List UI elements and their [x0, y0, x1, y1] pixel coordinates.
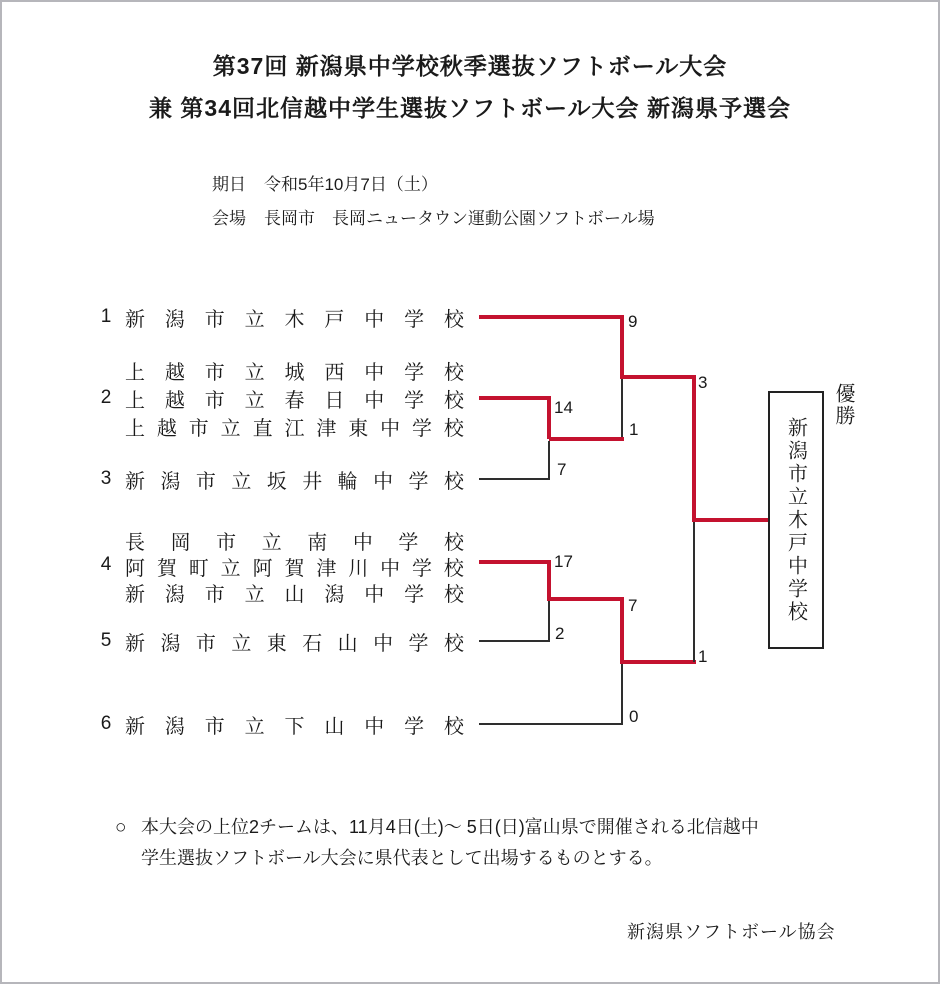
line-team5 [479, 640, 550, 642]
seed-number-5: 5 [100, 630, 112, 651]
team-name: 新 潟 市 立 東 石 山 中 学 校 [125, 632, 464, 655]
bracket-entry-5 [125, 628, 464, 654]
venue-label: 会場 [212, 209, 246, 228]
line-team3 [479, 478, 550, 480]
line-semifinal-upper-vertical-loser [621, 379, 623, 441]
line-final-vertical-winner [692, 375, 696, 522]
team-name: 上 越 市 立 直 江 津 東 中 学 校 [125, 417, 464, 440]
bracket-entry-3 [125, 466, 464, 492]
team-name: 長 岡 市 立 南 中 学 校 [125, 531, 464, 554]
team-name: 阿 賀 町 立 阿 賀 津 川 中 学 校 [125, 557, 464, 580]
bracket-entry-4 [125, 527, 464, 605]
score-final-top: 3 [698, 373, 708, 392]
line-semifinal-lower-vertical-loser [621, 664, 623, 723]
line-firstround-upper-exit-winner [549, 437, 624, 441]
seed-number-6: 6 [100, 713, 112, 734]
team-name: 新 潟 市 立 坂 井 輪 中 学 校 [125, 470, 464, 493]
champion-label: 優勝 [832, 383, 854, 427]
line-champion-exit-winner [694, 518, 768, 522]
event-venue-line [212, 204, 655, 229]
score-firstround-upper-top: 14 [554, 398, 573, 417]
bracket-entry-2 [125, 356, 464, 440]
seed-number-2: 2 [100, 387, 112, 408]
note-text-line2: 学生選抜ソフトボール大会に県代表として出場するものとする。 [141, 848, 663, 868]
score-semifinal-lower-top: 7 [628, 596, 638, 615]
team-name: 上 越 市 立 春 日 中 学 校 [125, 389, 464, 412]
event-date-line [212, 170, 438, 195]
seed-number-1: 1 [100, 306, 112, 327]
seed-number-3: 3 [100, 468, 112, 489]
line-team4-winner [479, 560, 551, 564]
champion-box [768, 391, 824, 649]
organization-credit: 新潟県ソフトボール協会 [627, 922, 836, 942]
score-semifinal-upper-bottom: 1 [629, 420, 639, 439]
team-name: 上 越 市 立 城 西 中 学 校 [125, 361, 464, 384]
line-firstround-upper-vertical-loser [548, 441, 550, 480]
line-final-vertical-loser [693, 522, 695, 662]
venue-value: 長岡市 長岡ニュータウン運動公園ソフトボール場 [264, 209, 655, 228]
note-bullet-icon: ○ [115, 817, 127, 838]
date-value: 令和5年10月7日（土） [264, 175, 438, 194]
date-label: 期日 [212, 175, 246, 194]
line-team1-winner [479, 315, 624, 319]
team-name: 新 潟 市 立 下 山 中 学 校 [125, 715, 464, 738]
qualification-note [115, 812, 759, 874]
line-semifinal-lower-vertical-winner [620, 597, 624, 664]
note-text-line1: 本大会の上位2チームは、11月4日(土)～ 5日(日)富山県で開催される北信越中 [141, 817, 759, 837]
page-title-line1: 第37回 新潟県中学校秋季選抜ソフトボール大会 [212, 53, 728, 79]
score-firstround-upper-bottom: 7 [557, 460, 567, 479]
line-firstround-lower-vertical-loser [548, 601, 550, 641]
score-firstround-lower-top: 17 [554, 552, 573, 571]
line-semifinal-upper-exit-winner [622, 375, 696, 379]
bracket-entry-1 [125, 304, 464, 330]
score-firstround-lower-bottom: 2 [555, 624, 565, 643]
line-team2-winner [479, 396, 551, 400]
team-name: 新 潟 市 立 山 潟 中 学 校 [125, 583, 464, 606]
line-firstround-upper-vertical-winner [547, 396, 551, 439]
score-semifinal-lower-bottom: 0 [629, 707, 639, 726]
score-semifinal-upper-top: 9 [628, 312, 638, 331]
score-final-bottom: 1 [698, 647, 708, 666]
line-firstround-lower-exit-winner [549, 597, 624, 601]
champion-name: 新潟市立木戸中学校 [784, 416, 807, 624]
line-semifinal-upper-vertical-winner [620, 315, 624, 379]
seed-number-4: 4 [100, 554, 112, 575]
line-semifinal-lower-exit-winner [622, 660, 696, 664]
line-firstround-lower-vertical-winner [547, 560, 551, 601]
bracket-entry-6 [125, 711, 464, 737]
page-title-line2: 兼 第34回北信越中学生選抜ソフトボール大会 新潟県予選会 [149, 95, 791, 121]
team-name: 新 潟 市 立 木 戸 中 学 校 [125, 308, 464, 331]
line-team6 [479, 723, 623, 725]
